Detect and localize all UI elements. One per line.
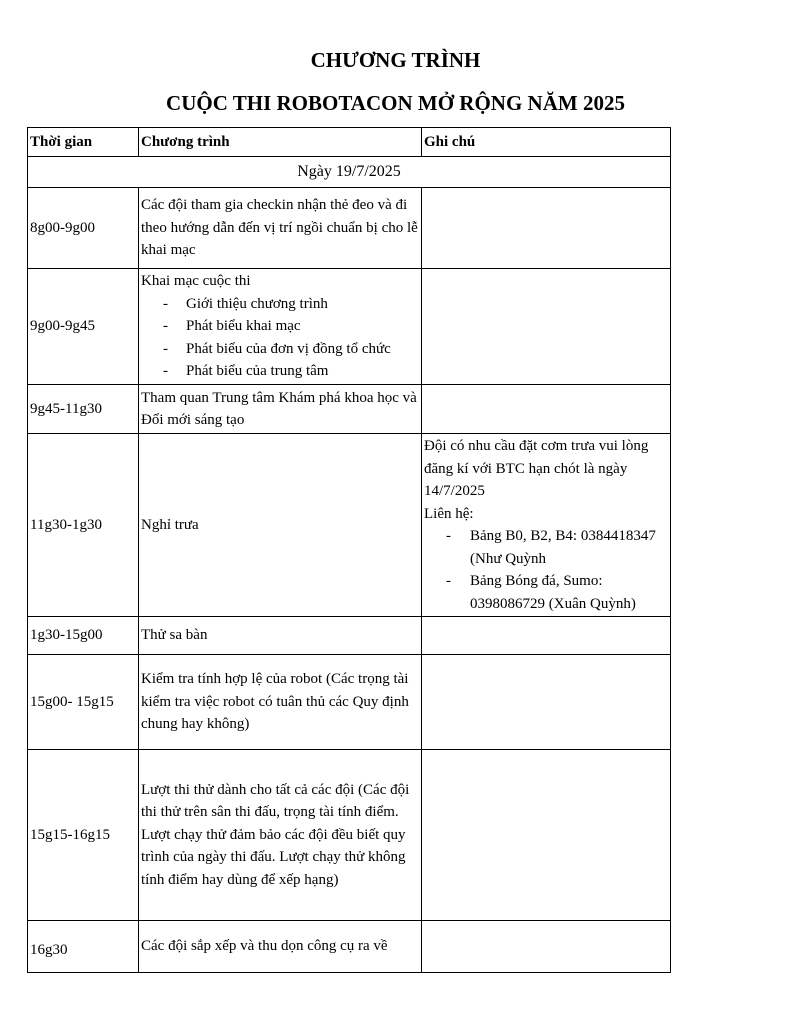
note-cell <box>422 655 671 750</box>
time-cell: 8g00-9g00 <box>28 188 139 269</box>
contact-list <box>424 525 668 615</box>
program-cell: Các đội tham gia checkin nhận thẻ đeo và đi theo hướng dẫn đến vị trí ngồi chuẩn bị cho lễ khai mạc <box>139 188 422 269</box>
note-cell <box>422 434 671 617</box>
document-subtitle: CUỘC THI ROBOTACON MỞ RỘNG NĂM 2025 <box>166 91 625 115</box>
time-cell: 16g30 <box>28 921 139 973</box>
list-item: - Giới thiệu chương trình <box>163 295 328 312</box>
day-row <box>28 157 671 188</box>
note-cell <box>422 617 671 655</box>
program-cell: Tham quan Trung tâm Khám phá khoa học và Đổi mới sáng tạo <box>139 385 422 434</box>
list-item: - Bảng B0, B2, B4: 0384418347 (Như Quỳnh <box>446 528 656 567</box>
note-contact-label: Liên hệ: <box>424 505 474 522</box>
note-cell <box>422 750 671 921</box>
list-item: - Phát biểu khai mạc <box>163 318 301 335</box>
note-cell <box>422 921 671 973</box>
table-row <box>28 385 671 434</box>
time-cell: 9g45-11g30 <box>28 385 139 434</box>
document-title: CHƯƠNG TRÌNH <box>310 48 481 72</box>
list-item: - Bảng Bóng đá, Sumo: 0398086729 (Xuân Quỳnh) <box>446 573 636 612</box>
program-cell: Các đội sắp xếp và thu dọn công cụ ra về <box>139 921 422 973</box>
table-row <box>28 921 671 973</box>
schedule-table <box>27 127 671 973</box>
table-row <box>28 750 671 921</box>
program-cell: Nghỉ trưa <box>139 434 422 617</box>
table-row <box>28 188 671 269</box>
time-cell: 11g30-1g30 <box>28 434 139 617</box>
list-item: - Phát biểu của đơn vị đồng tổ chức <box>163 340 391 357</box>
table-row <box>28 655 671 750</box>
day-label: Ngày 19/7/2025 <box>28 157 671 188</box>
program-cell: Thử sa bàn <box>139 617 422 655</box>
table-row <box>28 617 671 655</box>
list-item: - Phát biểu của trung tâm <box>163 363 329 380</box>
column-header-program: Chương trình <box>139 128 422 157</box>
column-header-note: Ghi chú <box>422 128 671 157</box>
time-cell: 1g30-15g00 <box>28 617 139 655</box>
note-text: Đội có nhu cầu đặt cơm trưa vui lòng đăng kí với BTC hạn chót là ngày 14/7/2025 <box>424 438 649 499</box>
program-cell <box>139 269 422 385</box>
column-header-time: Thời gian <box>28 128 139 157</box>
note-cell <box>422 188 671 269</box>
program-cell: Lượt thi thử dành cho tất cả các đội (Các đội thi thử trên sân thi đấu, trọng tài tính điểm. Lượt chạy thử đảm bảo các đội đều biết quy trình của ngày thi đấu. Lượt chạy thử không tính điểm hay dùng để xếp hạng) <box>139 750 422 921</box>
note-cell <box>422 385 671 434</box>
time-cell: 15g15-16g15 <box>28 750 139 921</box>
time-cell: 9g00-9g45 <box>28 269 139 385</box>
table-row <box>28 434 671 617</box>
note-cell <box>422 269 671 385</box>
program-list <box>141 293 419 383</box>
time-cell: 15g00- 15g15 <box>28 655 139 750</box>
table-row <box>28 269 671 385</box>
program-cell: Kiểm tra tính hợp lệ của robot (Các trọng tài kiểm tra việc robot có tuân thủ các Quy định chung hay không) <box>139 655 422 750</box>
program-heading: Khai mạc cuộc thi <box>141 273 251 290</box>
table-header-row <box>28 128 671 157</box>
